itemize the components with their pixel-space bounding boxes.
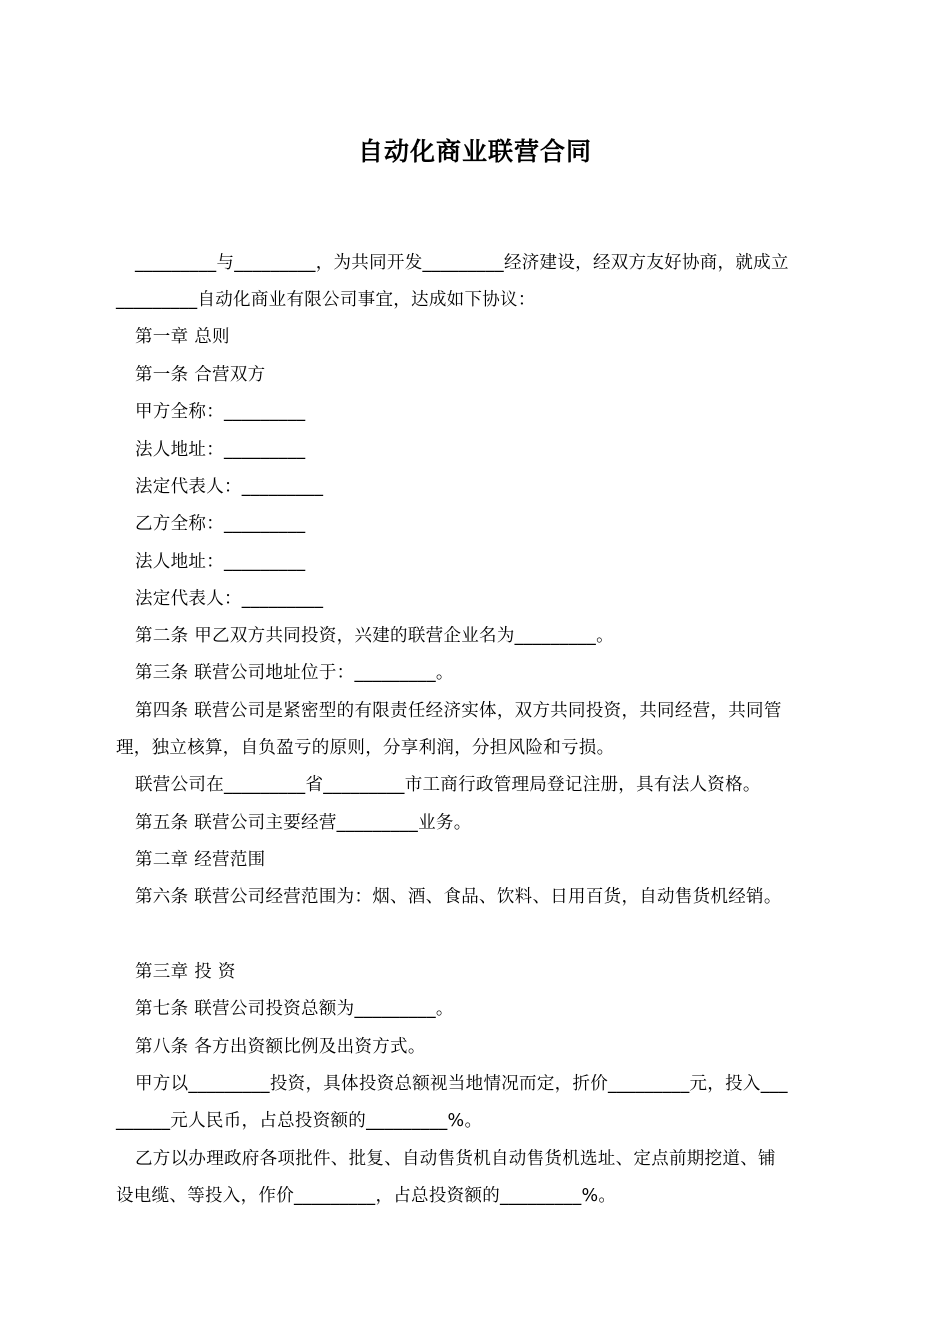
party-a-name: 甲方全称：_________ xyxy=(135,402,306,422)
party-a-investment-line-1: 甲方以_________投资，具体投资总额视当地情况而定，折价_________元，投入___ xyxy=(135,1074,788,1094)
chapter-2-heading: 第二章 经营范围 xyxy=(135,850,266,870)
article-4-line-1: 第四条 联营公司是紧密型的有限责任经济实体，双方共同投资，共同经营，共同管 xyxy=(135,701,782,721)
page-title: 自动化商业联营合同 xyxy=(357,137,592,166)
party-b-investment-line-1: 乙方以办理政府各项批件、批复、自动售货机自动售货机选址、定点前期挖道、铺 xyxy=(135,1149,776,1169)
party-a-representative: 法定代表人：_________ xyxy=(135,477,324,497)
party-a-investment-line-2: ______元人民币，占总投资额的_________%。 xyxy=(116,1111,483,1131)
article-4-line-2: 理，独立核算，自负盈亏的原则，分享利润，分担风险和亏损。 xyxy=(116,738,615,758)
preamble-line-1: _________与_________，为共同开发_________经济建设，经双方友好协商，就成立 xyxy=(135,253,789,273)
chapter-1-heading: 第一章 总则 xyxy=(135,327,230,347)
article-1: 第一条 合营双方 xyxy=(135,365,266,385)
article-3: 第三条 联营公司地址位于：_________。 xyxy=(135,663,454,683)
party-a-address: 法人地址：_________ xyxy=(135,440,306,460)
chapter-3-heading: 第三章 投 资 xyxy=(135,962,236,982)
article-8: 第八条 各方出资额比例及出资方式。 xyxy=(135,1037,426,1057)
preamble-line-2: _________自动化商业有限公司事宜，达成如下协议： xyxy=(116,290,536,310)
party-b-representative: 法定代表人：_________ xyxy=(135,589,324,609)
party-b-investment-line-2: 设电缆、等投入，作价_________，占总投资额的_________%。 xyxy=(116,1186,617,1206)
party-b-name: 乙方全称：_________ xyxy=(135,514,306,534)
article-2: 第二条 甲乙双方共同投资，兴建的联营企业名为_________。 xyxy=(135,626,614,646)
registration-clause: 联营公司在_________省_________市工商行政管理局登记注册，具有法人资格。 xyxy=(135,775,761,795)
article-7: 第七条 联营公司投资总额为_________。 xyxy=(135,999,454,1019)
party-b-address: 法人地址：_________ xyxy=(135,552,306,572)
article-5: 第五条 联营公司主要经营_________业务。 xyxy=(135,813,472,833)
article-6: 第六条 联营公司经营范围为：烟、酒、食品、饮料、日用百货，自动售货机经销。 xyxy=(135,887,782,907)
